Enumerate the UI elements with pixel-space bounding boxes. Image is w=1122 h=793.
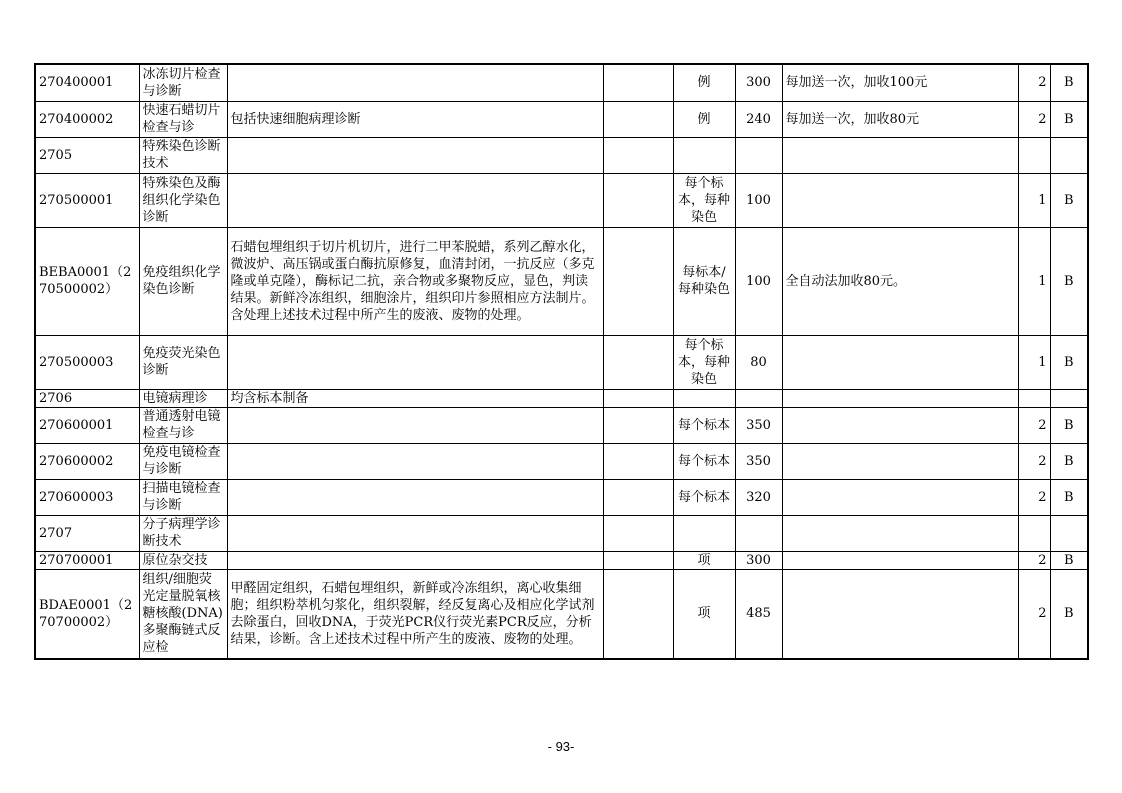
item-note bbox=[782, 551, 1018, 569]
item-content bbox=[227, 173, 603, 227]
item-code: 270400002 bbox=[35, 101, 139, 137]
item-name: 特殊染色及酶组织化学染色诊断 bbox=[139, 173, 227, 227]
item-unit: 每标本/每种染色 bbox=[673, 227, 735, 335]
item-content bbox=[227, 407, 603, 443]
table-row bbox=[35, 515, 1088, 551]
item-class bbox=[1050, 137, 1088, 173]
fee-table bbox=[34, 63, 1089, 660]
item-price: 80 bbox=[735, 335, 782, 389]
item-price: 300 bbox=[735, 64, 782, 101]
item-class: B bbox=[1050, 227, 1088, 335]
item-unit: 例 bbox=[673, 101, 735, 137]
item-category-number bbox=[1018, 515, 1050, 551]
item-price bbox=[735, 137, 782, 173]
item-category-number: 1 bbox=[1018, 227, 1050, 335]
item-category-number: 1 bbox=[1018, 335, 1050, 389]
item-category-number: 1 bbox=[1018, 173, 1050, 227]
item-category-number: 2 bbox=[1018, 407, 1050, 443]
item-unit bbox=[673, 389, 735, 407]
item-price: 300 bbox=[735, 551, 782, 569]
item-content bbox=[227, 515, 603, 551]
item-name: 电镜病理诊 bbox=[139, 389, 227, 407]
item-exclusion bbox=[603, 479, 673, 515]
item-note: 全自动法加收80元。 bbox=[782, 227, 1018, 335]
item-content: 包括快速细胞病理诊断 bbox=[227, 101, 603, 137]
item-class: B bbox=[1050, 443, 1088, 479]
item-code: BEBA0001（270500002） bbox=[35, 227, 139, 335]
table-row bbox=[35, 137, 1088, 173]
item-note bbox=[782, 569, 1018, 659]
item-code: 270600002 bbox=[35, 443, 139, 479]
item-class: B bbox=[1050, 173, 1088, 227]
item-name: 冰冻切片检查与诊断 bbox=[139, 64, 227, 101]
item-unit: 每个标本 bbox=[673, 443, 735, 479]
item-code: 270700001 bbox=[35, 551, 139, 569]
item-content bbox=[227, 335, 603, 389]
item-exclusion bbox=[603, 551, 673, 569]
item-code: 270400001 bbox=[35, 64, 139, 101]
table-row bbox=[35, 227, 1088, 335]
item-code: BDAE0001（270700002） bbox=[35, 569, 139, 659]
item-note: 每加送一次，加收80元 bbox=[782, 101, 1018, 137]
item-price: 350 bbox=[735, 443, 782, 479]
item-exclusion bbox=[603, 227, 673, 335]
item-unit bbox=[673, 515, 735, 551]
item-unit: 例 bbox=[673, 64, 735, 101]
item-category-number bbox=[1018, 137, 1050, 173]
item-content: 甲醛固定组织，石蜡包埋组织，新鲜或冷冻组织，离心收集细胞；组织粉萃机匀浆化，组织裂解，经反复离心及相应化学试剂去除蛋白，回收DNA，于荧光PCR仪行荧光素PCR反应，分析结果，诊断。含上述技术过程中所产生的废液、废物的处理。 bbox=[227, 569, 603, 659]
item-category-number: 2 bbox=[1018, 551, 1050, 569]
item-category-number bbox=[1018, 389, 1050, 407]
item-name: 普通透射电镜检查与诊 bbox=[139, 407, 227, 443]
item-class bbox=[1050, 515, 1088, 551]
item-note bbox=[782, 335, 1018, 389]
item-category-number: 2 bbox=[1018, 64, 1050, 101]
item-class: B bbox=[1050, 407, 1088, 443]
item-name: 快速石蜡切片检查与诊 bbox=[139, 101, 227, 137]
item-class: B bbox=[1050, 64, 1088, 101]
item-class: B bbox=[1050, 335, 1088, 389]
item-unit: 每个标本 bbox=[673, 479, 735, 515]
item-note bbox=[782, 407, 1018, 443]
item-note bbox=[782, 515, 1018, 551]
table-row bbox=[35, 64, 1088, 101]
table-row bbox=[35, 479, 1088, 515]
item-price: 100 bbox=[735, 173, 782, 227]
item-name: 扫描电镜检查与诊断 bbox=[139, 479, 227, 515]
item-content bbox=[227, 479, 603, 515]
item-code: 2705 bbox=[35, 137, 139, 173]
item-code: 270600001 bbox=[35, 407, 139, 443]
item-class: B bbox=[1050, 479, 1088, 515]
item-unit: 项 bbox=[673, 551, 735, 569]
item-exclusion bbox=[603, 101, 673, 137]
item-category-number: 2 bbox=[1018, 479, 1050, 515]
item-exclusion bbox=[603, 173, 673, 227]
item-note bbox=[782, 173, 1018, 227]
item-note bbox=[782, 137, 1018, 173]
item-content bbox=[227, 137, 603, 173]
table-row bbox=[35, 569, 1088, 659]
item-name: 免疫组织化学染色诊断 bbox=[139, 227, 227, 335]
item-exclusion bbox=[603, 389, 673, 407]
item-unit: 每个标本，每种染色 bbox=[673, 173, 735, 227]
item-code: 270500001 bbox=[35, 173, 139, 227]
item-class: B bbox=[1050, 569, 1088, 659]
item-name: 免疫荧光染色诊断 bbox=[139, 335, 227, 389]
item-class: B bbox=[1050, 551, 1088, 569]
table-row bbox=[35, 407, 1088, 443]
item-unit bbox=[673, 137, 735, 173]
item-price: 100 bbox=[735, 227, 782, 335]
item-note: 每加送一次，加收100元 bbox=[782, 64, 1018, 101]
item-content: 均含标本制备 bbox=[227, 389, 603, 407]
item-price: 240 bbox=[735, 101, 782, 137]
item-code: 270500003 bbox=[35, 335, 139, 389]
item-class bbox=[1050, 389, 1088, 407]
item-exclusion bbox=[603, 64, 673, 101]
item-price bbox=[735, 389, 782, 407]
item-name: 组织/细胞荧光定量脱氧核糖核酸(DNA)多聚酶链式反应检 bbox=[139, 569, 227, 659]
item-price: 350 bbox=[735, 407, 782, 443]
item-unit: 每个标本 bbox=[673, 407, 735, 443]
item-exclusion bbox=[603, 515, 673, 551]
item-name: 原位杂交技 bbox=[139, 551, 227, 569]
item-category-number: 2 bbox=[1018, 443, 1050, 479]
item-exclusion bbox=[603, 407, 673, 443]
table-row bbox=[35, 101, 1088, 137]
item-class: B bbox=[1050, 101, 1088, 137]
item-price: 320 bbox=[735, 479, 782, 515]
table-row bbox=[35, 335, 1088, 389]
item-unit: 项 bbox=[673, 569, 735, 659]
item-unit: 每个标本，每种染色 bbox=[673, 335, 735, 389]
item-exclusion bbox=[603, 569, 673, 659]
item-code: 270600003 bbox=[35, 479, 139, 515]
item-exclusion bbox=[603, 137, 673, 173]
item-note bbox=[782, 389, 1018, 407]
item-code: 2706 bbox=[35, 389, 139, 407]
item-name: 免疫电镜检查与诊断 bbox=[139, 443, 227, 479]
page-number: - 93- bbox=[547, 739, 575, 754]
item-code: 2707 bbox=[35, 515, 139, 551]
item-name: 分子病理学诊断技术 bbox=[139, 515, 227, 551]
item-content: 石蜡包埋组织于切片机切片，进行二甲苯脱蜡，系列乙醇水化，微波炉、高压锅或蛋白酶抗原修复，血清封闭，一抗反应（多克隆或单克隆），酶标记二抗，亲合物或多聚物反应，显色，判读结果。新鲜冷冻组织，细胞涂片，组织印片参照相应方法制片。含处理上述技术过程中所产生的废液、废物的处理。 bbox=[227, 227, 603, 335]
item-price: 485 bbox=[735, 569, 782, 659]
item-content bbox=[227, 443, 603, 479]
item-name: 特殊染色诊断技术 bbox=[139, 137, 227, 173]
item-category-number: 2 bbox=[1018, 569, 1050, 659]
item-price bbox=[735, 515, 782, 551]
item-content bbox=[227, 64, 603, 101]
table-row bbox=[35, 551, 1088, 569]
table-row bbox=[35, 173, 1088, 227]
item-category-number: 2 bbox=[1018, 101, 1050, 137]
item-content bbox=[227, 551, 603, 569]
item-note bbox=[782, 443, 1018, 479]
item-exclusion bbox=[603, 335, 673, 389]
item-note bbox=[782, 479, 1018, 515]
item-exclusion bbox=[603, 443, 673, 479]
table-row bbox=[35, 443, 1088, 479]
table-row bbox=[35, 389, 1088, 407]
